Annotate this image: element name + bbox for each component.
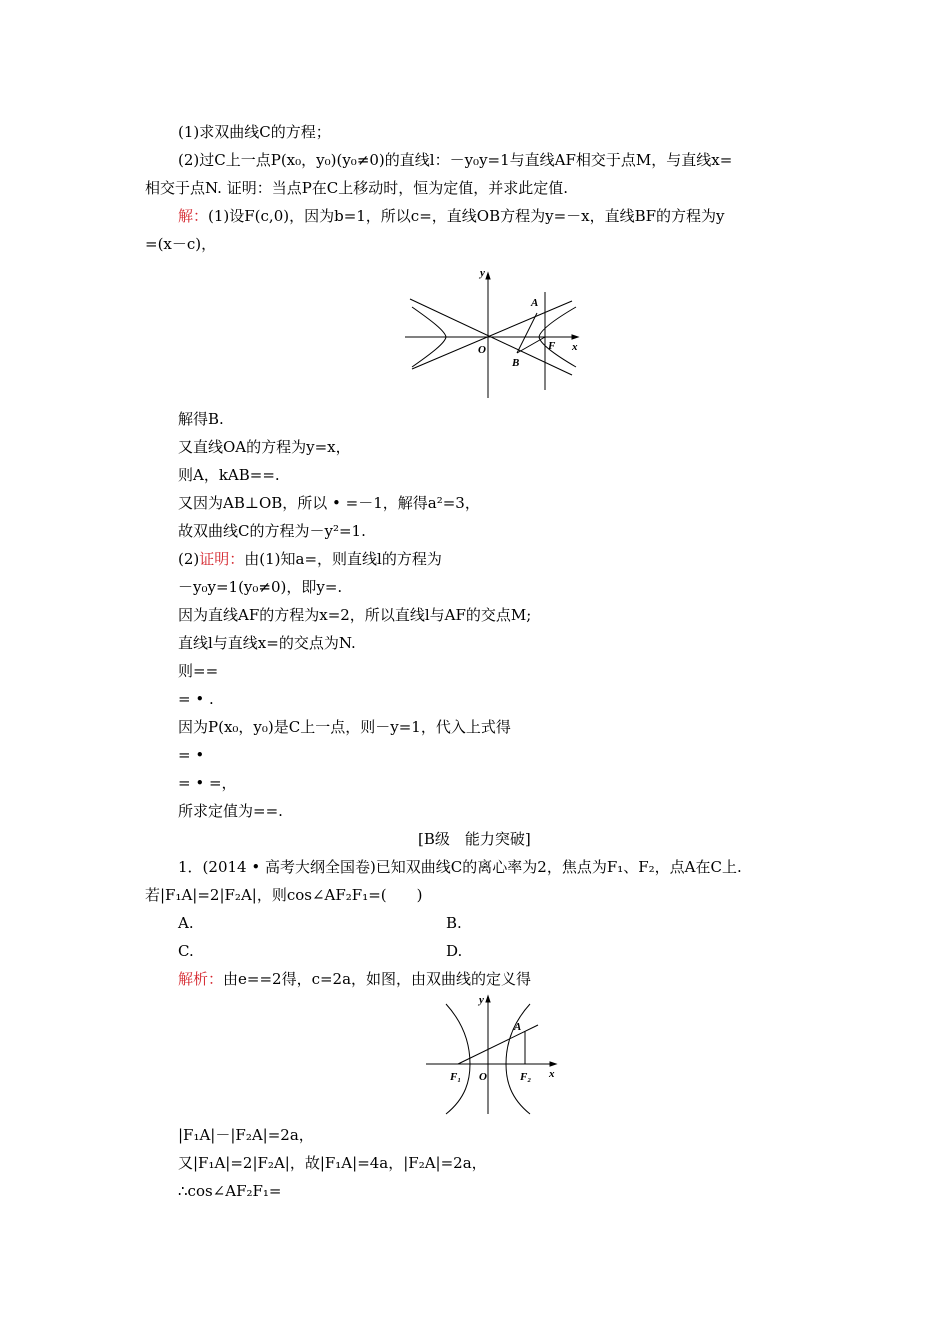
y-axis-arrow (486, 996, 490, 1002)
hyperbola-left-branch (446, 1004, 470, 1114)
text-line: =(x－c)， (145, 235, 217, 253)
text-line: 又直线OA的方程为y=x， (178, 438, 351, 456)
text-line: (1)求双曲线C的方程； (178, 123, 331, 141)
text-line: 故双曲线C的方程为－y²=1. (178, 522, 366, 540)
label-O: O (479, 1071, 487, 1083)
question-text: 若|F₁A|=2|F₂A|，则cos∠AF₂F₁=( ) (145, 886, 423, 904)
x-axis-arrow (550, 1062, 556, 1066)
label-x: x (549, 1068, 555, 1080)
text-line: ∴cos∠AF₂F₁= (178, 1182, 282, 1200)
x-axis-arrow (572, 335, 578, 339)
text-span: (1)设F(c,0)，因为b=1，所以c=，直线OB方程为y=－x，直线BF的方程为y (208, 207, 725, 225)
text-line: |F₁A|－|F₂A|=2a， (178, 1126, 314, 1144)
solution-label: 解： (178, 207, 209, 225)
text-line (178, 205, 725, 227)
text-line (178, 968, 531, 990)
text-line: 又|F₁A|=2|F₂A|，故|F₁A|=4a，|F₂A|=2a， (178, 1154, 487, 1172)
label-F1: F₁ (450, 1071, 462, 1083)
text-line: 则== (178, 662, 219, 680)
label-A: A (531, 297, 539, 309)
option-a: A. (178, 914, 194, 932)
text-line: 直线l与直线x=的交点为N. (178, 634, 356, 652)
label-F: F (548, 340, 556, 352)
text-line: = • . (178, 690, 214, 708)
text-line: 因为直线AF的方程为x=2，所以直线l与AF的交点M; (178, 606, 532, 624)
segment-F1A (458, 1025, 538, 1064)
analysis-label: 解析： (178, 970, 224, 988)
option-d: D. (446, 942, 463, 960)
option-b: B. (446, 914, 462, 932)
text-line: (2)过C上一点P(x₀，y₀)(y₀≠0)的直线l：－y₀y=1与直线AF相交于点M，与直线x= (178, 151, 733, 169)
hyperbola-figure-1 (400, 265, 585, 400)
hyperbola-figure-2 (422, 992, 562, 1116)
text-span: 由(1)知a=，则直线l的方程为 (244, 550, 442, 568)
proof-label: 证明： (199, 550, 245, 568)
y-axis-arrow (486, 273, 490, 279)
text-line: = • =， (178, 774, 237, 792)
option-c: C. (178, 942, 194, 960)
text-line: －y₀y=1(y₀≠0)，即y=. (178, 578, 343, 596)
text-line: 又因为AB⊥OB，所以 • =－1，解得a²=3， (178, 494, 480, 512)
label-F2: F₂ (520, 1071, 532, 1083)
text-line: 相交于点N. 证明：当点P在C上移动时，恒为定值，并求此定值. (145, 179, 569, 197)
text-line (178, 548, 442, 570)
text-line: 因为P(x₀，y₀)是C上一点，则－y=1，代入上式得 (178, 718, 511, 736)
text-line: 解得B. (178, 410, 224, 428)
label-O: O (478, 344, 486, 356)
question-text: 1．(2014 • 高考大纲全国卷)已知双曲线C的离心率为2，焦点为F₁、F₂，点A在C上. (178, 858, 742, 876)
label-B: B (512, 357, 520, 369)
label-x: x (572, 341, 578, 353)
text-line: 所求定值为==. (178, 802, 283, 820)
label-A: A (514, 1021, 522, 1033)
text-line: = • (178, 746, 205, 764)
label-y: y (479, 994, 484, 1006)
section-heading: [B级 能力突破] (418, 830, 531, 848)
text-span: (2) (178, 550, 200, 568)
label-y: y (480, 267, 485, 279)
text-line: 则A，kAB==. (178, 466, 280, 484)
text-span: 由e==2得，c=2a，如图，由双曲线的定义得 (223, 970, 532, 988)
